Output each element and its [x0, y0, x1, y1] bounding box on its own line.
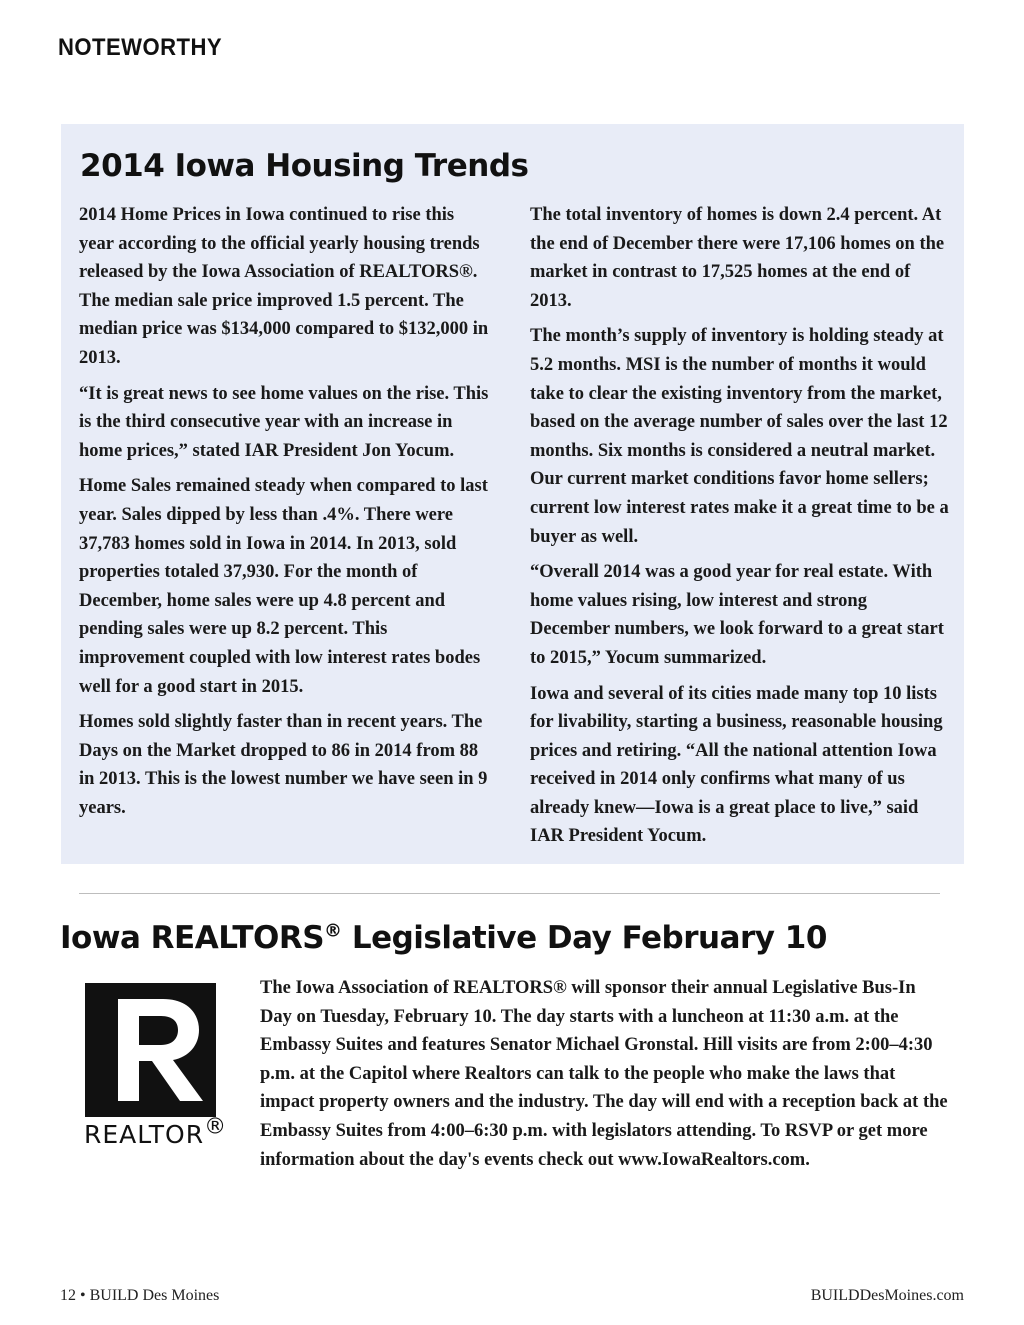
legislative-day-body: [260, 974, 950, 1174]
trends-paragraph: 2014 Home Prices in Iowa continued to rise this year according to the official yearly housing trends released by the Iowa Association of REALTORS®. The median sale price improved 1.5 percent. The median price was $134,000 compared to $132,000 in 2013.: [79, 205, 489, 368]
trends-paragraph: The month’s supply of inventory is holding steady at 5.2 months. MSI is the number of months it would take to clear the existing inventory from the market, based on the average number of sales over the last 12 months. Six months is considered a neutral market. Our current market conditions favor home sellers; current low interest rates make it a great time to be a buyer as well.: [530, 326, 949, 547]
legislative-day-title: [60, 920, 827, 956]
trends-paragraph: Home Sales remained steady when compared to last year. Sales dipped by less than .4%. There were 37,783 homes sold in Iowa in 2014. In 2013, sold properties totaled 37,930. For the month of December, home sales were up 4.8 percent and pending sales were up 8.2 percent. This improvement coupled with low interest rates bodes well for a good start in 2015.: [79, 476, 488, 697]
realtor-logo-reg: ®: [204, 1114, 228, 1140]
trends-paragraph: “Overall 2014 was a good year for real estate. With home values rising, low interest and strong December numbers, we look forward to a great start to 2015,” Yocum summarized.: [530, 562, 944, 668]
section-divider: [79, 893, 940, 894]
legislative-title-text: Iowa REALTORS: [60, 920, 325, 956]
trends-paragraph: Iowa and several of its cities made many top 10 lists for livability, starting a business, reasonable housing prices and retiring. “All the national attention Iowa received in 2014 only confirms what many of us already knew—Iowa is a great place to live,” said IAR President Yocum.: [530, 683, 943, 847]
legislative-title-text: Legislative Day February 10: [341, 920, 827, 956]
footer-page-info: 12 • BUILD Des Moines: [60, 1287, 220, 1304]
realtor-logo-text: REALTOR: [84, 1120, 205, 1149]
footer-website: BUILDDesMoines.com: [810, 1287, 964, 1304]
trends-paragraph: “It is great news to see home values on the rise. This is the third consecutive year with an increase in home prices,” stated IAR President Jon Yocum.: [79, 383, 489, 461]
housing-trends-title: 2014 Iowa Housing Trends: [80, 148, 529, 184]
realtor-logo-icon: [85, 983, 216, 1117]
legislative-paragraph: The Iowa Association of REALTORS® will sponsor their annual Legislative Bus-In Day on Tuesday, February 10. The day starts with a luncheon at 11:30 a.m. at the Embassy Suites and features Senator Michael Gronstal. Hill visits are from 2:00–4:30 p.m. at the Capitol where Realtors can talk to the people who make the laws that impact property owners and the industry. The day will end with a reception back at the Embassy Suites from 4:00–6:30 p.m. with legislators attending. To RSVP or get more information about the day's events check out www.IowaRealtors.com.: [260, 978, 948, 1170]
trends-paragraph: The total inventory of homes is down 2.4 percent. At the end of December there were 17,106 homes on the market in contrast to 17,525 homes at the end of 2013.: [530, 205, 945, 311]
section-label: NOTEWORTHY: [58, 34, 223, 61]
realtor-logo-wordmark: [84, 1114, 228, 1149]
trends-right-column: [530, 201, 950, 858]
trends-left-column: [79, 201, 489, 829]
trends-paragraph: Homes sold slightly faster than in recent years. The Days on the Market dropped to 86 in 2014 from 88 in 2013. This is the lowest number we have seen in 9 years.: [79, 712, 488, 818]
registered-mark: ®: [324, 920, 342, 942]
